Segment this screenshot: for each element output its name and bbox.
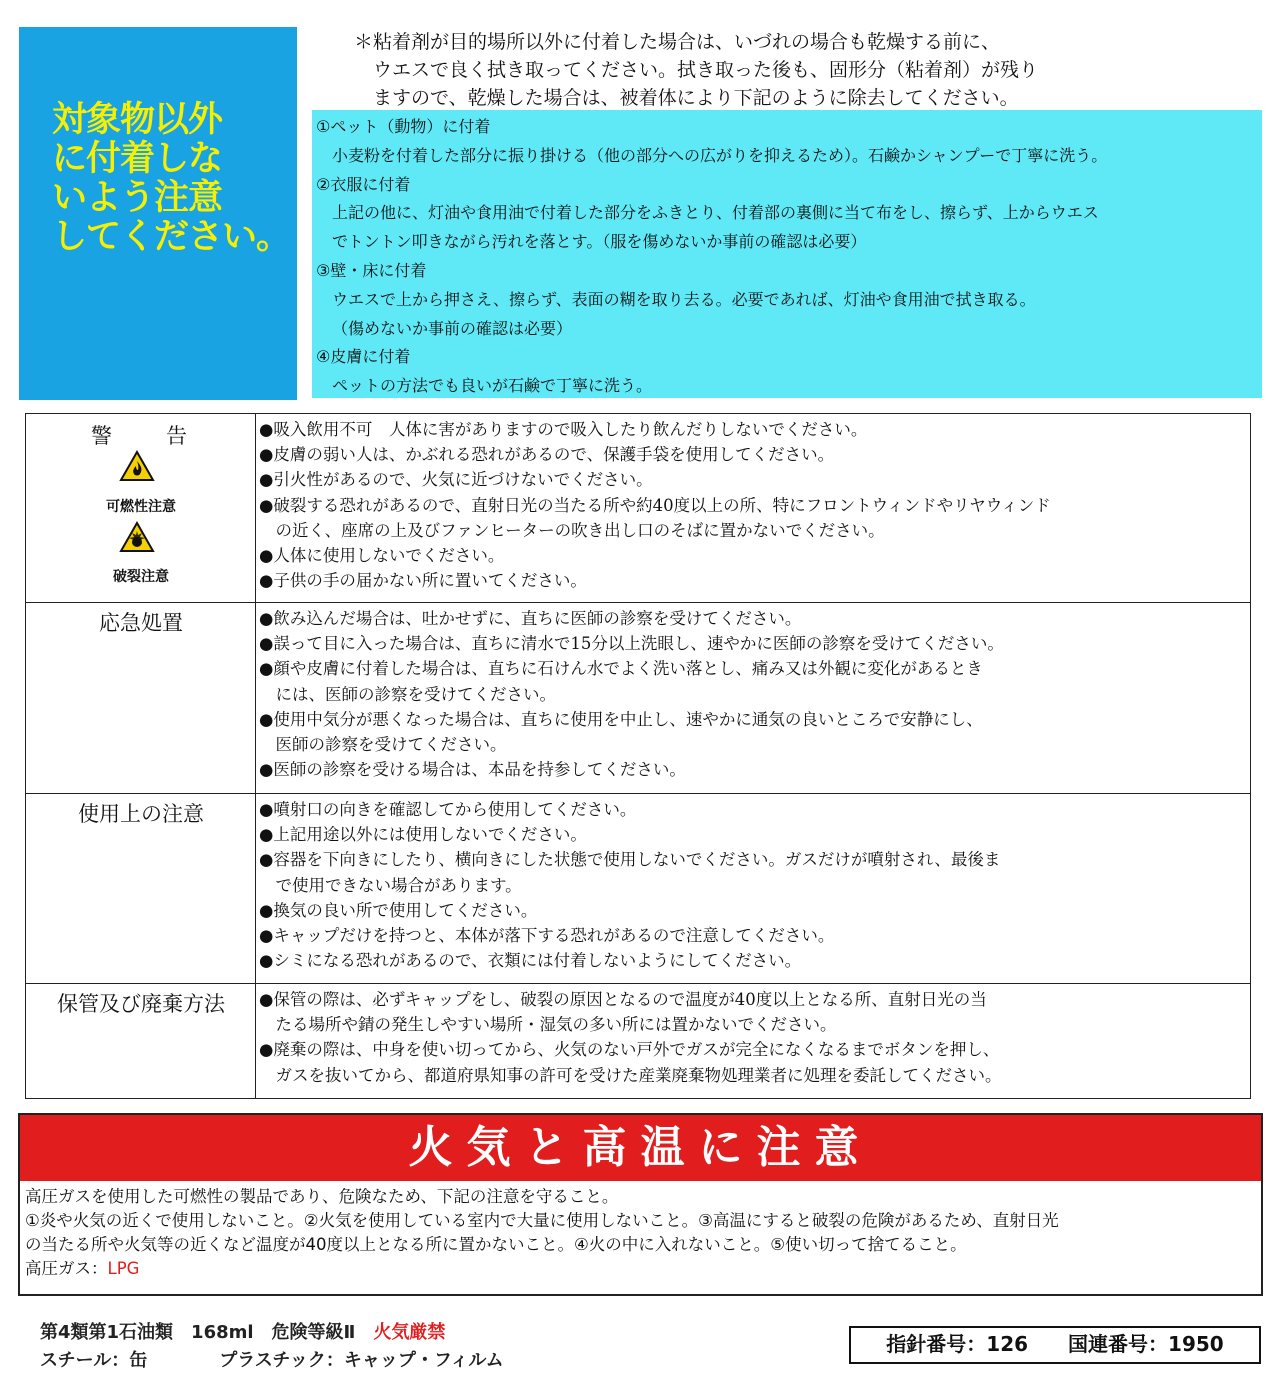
storage-label: 保管及び廃棄方法 <box>57 992 225 1016</box>
removal-text: ウエスで上から押さえ、擦らず、表面の糊を取り去る。必要であれば、灯油や食用油で拭き取る。 <box>332 289 1036 309</box>
storage-text: ●保管の際は、必ずキャップをし、破裂の原因となるので温度が40度以上となる所、直射日光の当 たる場所や錆の発生しやすい場所・湿気の多い所には置かないでください。 ●廃棄の際は、中身を使い切ってから、火気のない戸外でガスが完全になくなるまでボタンを押し、 ガスを抜いてから、都道府県知事の許可を受けた産業廃棄物処理業者に処理を委託してください。 <box>259 990 1002 1085</box>
removal-text: でトントン叩きながら汚れを落とす。（服を傷めないか事前の確認は必要） <box>332 232 867 252</box>
removal-text: ペットの方法でも良いが石鹸で丁寧に洗う。 <box>332 376 653 396</box>
explosive-label: 破裂注意 <box>113 569 169 585</box>
gas-value: LPG <box>107 1259 140 1278</box>
warning-text: ●吸入飲用不可 人体に害がありますので吸入したり飲んだりしないでください。 ●皮膚の弱い人は、かぶれる恐れがあるので、保護手袋を使用してください。 ●引火性があるので、火気に近づけないでください。 ●破裂する恐れがあるので、直射日光の当たる所や約40度以上の所、特にフロントウィンドやリヤウィンド の近く、座席の上及びファンヒーターの吹き出し口のそばに置かないでください。 ●人体に使用しないでください。 ●子供の手の届かない所に置いてください。 <box>259 420 1051 591</box>
removal-heading: ③壁・床に付着 <box>316 260 427 280</box>
first-aid-row <box>26 602 1250 793</box>
caution-banner: 火気と高温に注意 <box>20 1115 1261 1181</box>
guide-number-box: 指針番号：126 国連番号：1950 <box>849 1326 1261 1364</box>
flammable-label: 可燃性注意 <box>106 499 176 515</box>
storage-row <box>26 983 1250 1098</box>
removal-list <box>316 113 1256 401</box>
warning-table <box>25 413 1251 1099</box>
fire-banned: 火気厳禁 <box>373 1322 446 1343</box>
classification: 第4類第1石油類 168ml 危険等級Ⅱ 火気厳禁 <box>40 1322 446 1343</box>
warning-label: 警 告 <box>91 424 191 448</box>
removal-text: 上記の他に、灯油や食用油で付着した部分をふきとり、付着部の裏側に当て布をし、擦らず、上からウエス <box>332 203 1099 223</box>
removal-heading: ①ペット（動物）に付着 <box>316 117 491 136</box>
removal-text: 小麦粉を付着した部分に振り掛ける（他の部分への広がりを抑えるため）。石鹸かシャンプーで丁寧に洗う。 <box>332 145 1108 165</box>
first-aid-text: ●飲み込んだ場合は、吐かせずに、直ちに医師の診察を受けてください。 ●誤って目に入った場合は、直ちに清水で15分以上洗眼し、速やかに医師の診察を受けてください。 ●顔や皮膚に付着した場合は、直ちに石けん水でよく洗い落とし、痛み又は外観に変化があるとき には、医師の診察を受けてください。 ●使用中気分が悪くなった場合は、直ちに使用を中止し、速やかに通気の良いところで安静にし、 医師の診察を受けてください。 ●医師の診察を受ける場合は、本品を持参してください。 <box>259 609 1004 780</box>
explosive-icon <box>119 521 155 553</box>
notice-text: 対象物以外 に付着しな いよう注意 してください。 <box>52 100 291 257</box>
removal-text: （傷めないか事前の確認は必要） <box>332 318 573 338</box>
adhesive-note: ＊粘着剤が目的場所以外に付着した場合は、いづれの場合も乾燥する前に、 ウエスで良く拭き取ってください。拭き取った後も、固形分（粘着剤）が残り ますので、乾燥した場合は、被着体により下記のように除去してください。 <box>354 31 1039 109</box>
first-aid-label: 応急処置 <box>99 611 183 635</box>
usage-label: 使用上の注意 <box>78 802 204 826</box>
usage-row <box>26 793 1250 983</box>
flammable-icon <box>119 450 155 482</box>
usage-text: ●噴射口の向きを確認してから使用してください。 ●上記用途以外には使用しないでください。 ●容器を下向きにしたり、横向きにした状態で使用しないでください。ガスだけが噴射され、最後ま で使用できない場合があります。 ●換気の良い所で使用してください。 ●キャップだけを持つと、本体が落下する恐れがあるので注意してください。 ●シミになる恐れがあるので、衣類には付着しないようにしてください。 <box>259 800 1001 971</box>
gas-label: 高圧ガス： <box>25 1259 108 1278</box>
caution-text: 高圧ガスを使用した可燃性の製品であり、危険なため、下記の注意を守ること。 ①炎や火気の近くで使用しないこと。②火気を使用している室内で大量に使用しないこと。③高温にすると破裂の危険があるため、直射日光 の当たる所や火気等の近くなど温度が40度以上となる所に置かないこと。④火の中に入れないこと。⑤使い切って捨てること。 高圧ガス：LPG <box>25 1187 1059 1278</box>
fire-heat-caution <box>18 1113 1263 1296</box>
materials: スチール：缶 プラスチック：キャップ・フィルム <box>40 1350 504 1371</box>
removal-heading: ④皮膚に付着 <box>316 347 411 367</box>
removal-heading: ②衣服に付着 <box>316 174 411 194</box>
warning-row <box>26 414 1250 602</box>
